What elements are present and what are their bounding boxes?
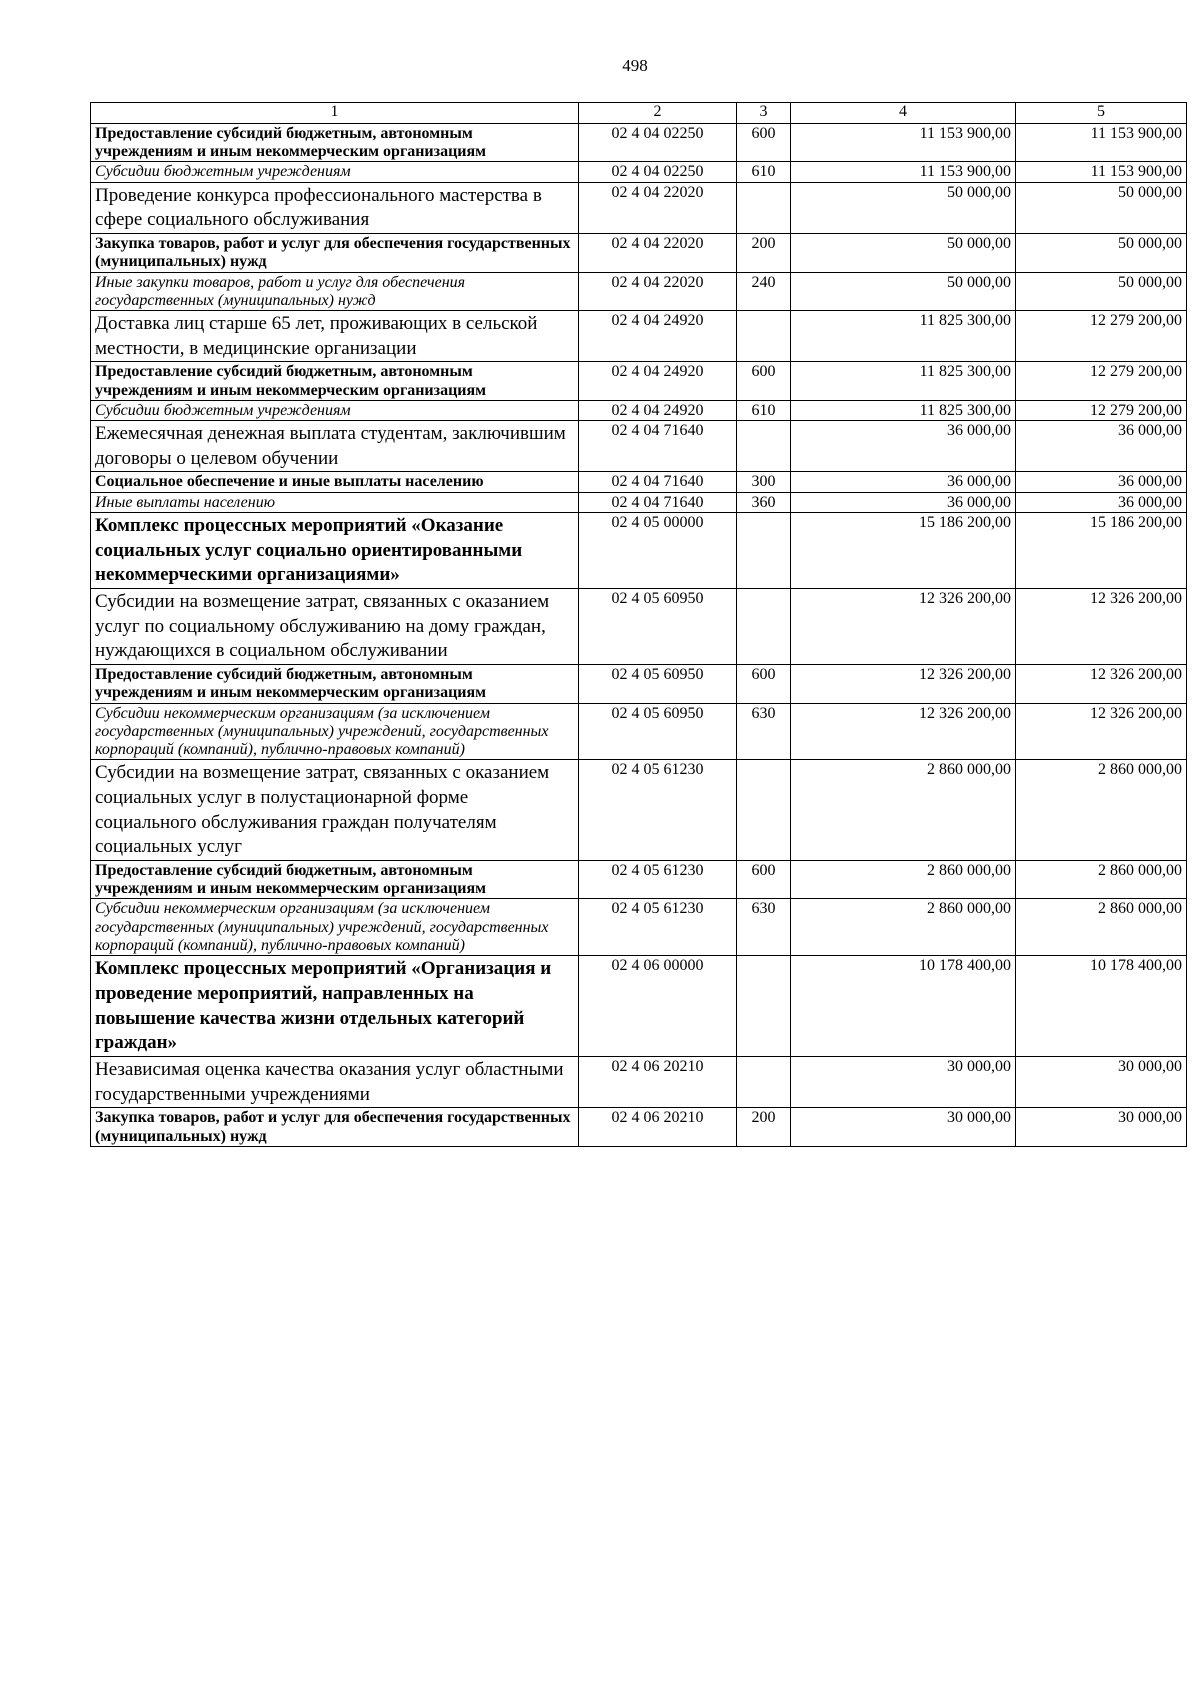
row-expense-type-cell <box>737 311 791 362</box>
row-name-cell: Субсидии бюджетным учреждениям <box>91 162 579 182</box>
row-name-cell: Субсидии бюджетным учреждениям <box>91 400 579 420</box>
row-code-cell: 02 4 05 61230 <box>579 760 737 861</box>
row-sum-year1-cell: 11 825 300,00 <box>791 400 1016 420</box>
row-sum-year1-cell: 12 326 200,00 <box>791 703 1016 760</box>
row-expense-type-cell: 630 <box>737 899 791 956</box>
row-expense-type-cell <box>737 760 791 861</box>
table-row <box>91 362 1187 400</box>
row-name-cell: Комплекс процессных мероприятий «Оказание социальных услуг социально ориентированными некоммерческими организациями» <box>91 512 579 588</box>
row-expense-type-cell: 610 <box>737 400 791 420</box>
row-name-cell: Субсидии на возмещение затрат, связанных с оказанием социальных услуг в полустационарной форме социального обслуживания граждан получателям социальных услуг <box>91 760 579 861</box>
row-name-cell: Иные выплаты населению <box>91 492 579 512</box>
row-sum-year2-cell: 36 000,00 <box>1016 492 1187 512</box>
row-sum-year2-cell: 30 000,00 <box>1016 1056 1187 1107</box>
row-name-cell: Проведение конкурса профессионального мастерства в сфере социального обслуживания <box>91 182 579 233</box>
row-expense-type-cell <box>737 182 791 233</box>
row-expense-type-cell: 360 <box>737 492 791 512</box>
row-name-cell: Субсидии на возмещение затрат, связанных с оказанием услуг по социальному обслуживанию на дому граждан, нуждающихся в социальном обслуживании <box>91 589 579 665</box>
row-code-cell: 02 4 06 20210 <box>579 1056 737 1107</box>
table-row <box>91 124 1187 162</box>
row-sum-year1-cell: 36 000,00 <box>791 492 1016 512</box>
row-code-cell: 02 4 04 02250 <box>579 124 737 162</box>
row-code-cell: 02 4 05 61230 <box>579 860 737 898</box>
row-code-cell: 02 4 04 22020 <box>579 234 737 272</box>
row-sum-year2-cell: 2 860 000,00 <box>1016 760 1187 861</box>
table-row <box>91 492 1187 512</box>
table-header-row <box>91 103 1187 124</box>
row-sum-year1-cell: 11 825 300,00 <box>791 311 1016 362</box>
row-expense-type-cell: 600 <box>737 665 791 703</box>
table-row <box>91 1108 1187 1146</box>
row-code-cell: 02 4 05 60950 <box>579 703 737 760</box>
row-name-cell: Социальное обеспечение и иные выплаты населению <box>91 472 579 492</box>
table-row <box>91 182 1187 233</box>
row-sum-year2-cell: 50 000,00 <box>1016 182 1187 233</box>
row-sum-year2-cell: 2 860 000,00 <box>1016 899 1187 956</box>
table-row <box>91 760 1187 861</box>
table-row <box>91 956 1187 1057</box>
row-sum-year1-cell: 11 153 900,00 <box>791 124 1016 162</box>
header-col-1: 1 <box>91 103 579 124</box>
row-expense-type-cell <box>737 956 791 1057</box>
row-code-cell: 02 4 04 71640 <box>579 421 737 472</box>
row-sum-year2-cell: 36 000,00 <box>1016 472 1187 492</box>
row-sum-year2-cell: 36 000,00 <box>1016 421 1187 472</box>
row-name-cell: Независимая оценка качества оказания услуг областными государственными учреждениями <box>91 1056 579 1107</box>
row-sum-year2-cell: 12 326 200,00 <box>1016 589 1187 665</box>
row-sum-year1-cell: 2 860 000,00 <box>791 860 1016 898</box>
row-expense-type-cell: 600 <box>737 124 791 162</box>
row-code-cell: 02 4 05 61230 <box>579 899 737 956</box>
row-name-cell: Предоставление субсидий бюджетным, автономным учреждениям и иным некоммерческим организациям <box>91 124 579 162</box>
row-name-cell: Ежемесячная денежная выплата студентам, заключившим договоры о целевом обучении <box>91 421 579 472</box>
row-expense-type-cell: 240 <box>737 272 791 310</box>
row-sum-year1-cell: 50 000,00 <box>791 272 1016 310</box>
row-name-cell: Закупка товаров, работ и услуг для обеспечения государственных (муниципальных) нужд <box>91 234 579 272</box>
row-code-cell: 02 4 04 71640 <box>579 492 737 512</box>
row-code-cell: 02 4 04 22020 <box>579 272 737 310</box>
row-sum-year1-cell: 15 186 200,00 <box>791 512 1016 588</box>
table-row <box>91 1056 1187 1107</box>
row-sum-year1-cell: 50 000,00 <box>791 234 1016 272</box>
table-row <box>91 860 1187 898</box>
row-sum-year2-cell: 2 860 000,00 <box>1016 860 1187 898</box>
row-sum-year1-cell: 36 000,00 <box>791 472 1016 492</box>
table-row <box>91 703 1187 760</box>
row-sum-year2-cell: 12 326 200,00 <box>1016 665 1187 703</box>
row-sum-year1-cell: 30 000,00 <box>791 1108 1016 1146</box>
row-name-cell: Субсидии некоммерческим организациям (за исключением государственных (муниципальных) учреждений, государственных корпораций (компаний), публично-правовых компаний) <box>91 899 579 956</box>
budget-table <box>90 102 1187 1147</box>
row-code-cell: 02 4 06 00000 <box>579 956 737 1057</box>
row-expense-type-cell: 300 <box>737 472 791 492</box>
row-expense-type-cell: 630 <box>737 703 791 760</box>
row-sum-year1-cell: 2 860 000,00 <box>791 760 1016 861</box>
row-code-cell: 02 4 04 24920 <box>579 311 737 362</box>
row-sum-year1-cell: 36 000,00 <box>791 421 1016 472</box>
row-sum-year2-cell: 30 000,00 <box>1016 1108 1187 1146</box>
row-code-cell: 02 4 04 24920 <box>579 362 737 400</box>
row-sum-year2-cell: 50 000,00 <box>1016 234 1187 272</box>
row-expense-type-cell <box>737 589 791 665</box>
row-code-cell: 02 4 06 20210 <box>579 1108 737 1146</box>
row-sum-year1-cell: 12 326 200,00 <box>791 589 1016 665</box>
row-code-cell: 02 4 04 22020 <box>579 182 737 233</box>
table-body <box>91 124 1187 1147</box>
row-code-cell: 02 4 05 60950 <box>579 589 737 665</box>
row-sum-year2-cell: 15 186 200,00 <box>1016 512 1187 588</box>
row-name-cell: Доставка лиц старше 65 лет, проживающих в сельской местности, в медицинские организации <box>91 311 579 362</box>
row-code-cell: 02 4 05 60950 <box>579 665 737 703</box>
row-expense-type-cell: 610 <box>737 162 791 182</box>
row-code-cell: 02 4 04 24920 <box>579 400 737 420</box>
row-name-cell: Субсидии некоммерческим организациям (за исключением государственных (муниципальных) учреждений, государственных корпораций (компаний), публично-правовых компаний) <box>91 703 579 760</box>
row-expense-type-cell <box>737 421 791 472</box>
table-row <box>91 665 1187 703</box>
header-col-5: 5 <box>1016 103 1187 124</box>
table-row <box>91 512 1187 588</box>
row-sum-year1-cell: 11 153 900,00 <box>791 162 1016 182</box>
row-name-cell: Закупка товаров, работ и услуг для обеспечения государственных (муниципальных) нужд <box>91 1108 579 1146</box>
row-sum-year1-cell: 50 000,00 <box>791 182 1016 233</box>
row-expense-type-cell: 200 <box>737 234 791 272</box>
row-sum-year2-cell: 12 279 200,00 <box>1016 311 1187 362</box>
row-sum-year1-cell: 30 000,00 <box>791 1056 1016 1107</box>
table-row <box>91 472 1187 492</box>
row-name-cell: Предоставление субсидий бюджетным, автономным учреждениям и иным некоммерческим организациям <box>91 860 579 898</box>
row-name-cell: Иные закупки товаров, работ и услуг для обеспечения государственных (муниципальных) нужд <box>91 272 579 310</box>
row-sum-year2-cell: 11 153 900,00 <box>1016 162 1187 182</box>
row-name-cell: Предоставление субсидий бюджетным, автономным учреждениям и иным некоммерческим организациям <box>91 362 579 400</box>
table-row <box>91 162 1187 182</box>
row-sum-year1-cell: 11 825 300,00 <box>791 362 1016 400</box>
row-code-cell: 02 4 04 02250 <box>579 162 737 182</box>
row-sum-year2-cell: 12 279 200,00 <box>1016 400 1187 420</box>
row-code-cell: 02 4 04 71640 <box>579 472 737 492</box>
header-col-3: 3 <box>737 103 791 124</box>
table-row <box>91 400 1187 420</box>
row-expense-type-cell: 200 <box>737 1108 791 1146</box>
row-expense-type-cell: 600 <box>737 362 791 400</box>
row-sum-year2-cell: 12 326 200,00 <box>1016 703 1187 760</box>
row-sum-year1-cell: 12 326 200,00 <box>791 665 1016 703</box>
row-sum-year2-cell: 50 000,00 <box>1016 272 1187 310</box>
row-name-cell: Комплекс процессных мероприятий «Организация и проведение мероприятий, направленных на повышение качества жизни отдельных категорий граждан» <box>91 956 579 1057</box>
row-expense-type-cell <box>737 1056 791 1107</box>
row-expense-type-cell <box>737 512 791 588</box>
page-number: 498 <box>622 56 648 75</box>
table-row <box>91 234 1187 272</box>
table-row <box>91 311 1187 362</box>
row-code-cell: 02 4 05 00000 <box>579 512 737 588</box>
table-row <box>91 899 1187 956</box>
header-col-2: 2 <box>579 103 737 124</box>
row-sum-year2-cell: 10 178 400,00 <box>1016 956 1187 1057</box>
row-sum-year2-cell: 11 153 900,00 <box>1016 124 1187 162</box>
row-sum-year1-cell: 10 178 400,00 <box>791 956 1016 1057</box>
table-row <box>91 421 1187 472</box>
row-sum-year2-cell: 12 279 200,00 <box>1016 362 1187 400</box>
row-name-cell: Предоставление субсидий бюджетным, автономным учреждениям и иным некоммерческим организациям <box>91 665 579 703</box>
table-row <box>91 589 1187 665</box>
row-sum-year1-cell: 2 860 000,00 <box>791 899 1016 956</box>
row-expense-type-cell: 600 <box>737 860 791 898</box>
table-row <box>91 272 1187 310</box>
header-col-4: 4 <box>791 103 1016 124</box>
